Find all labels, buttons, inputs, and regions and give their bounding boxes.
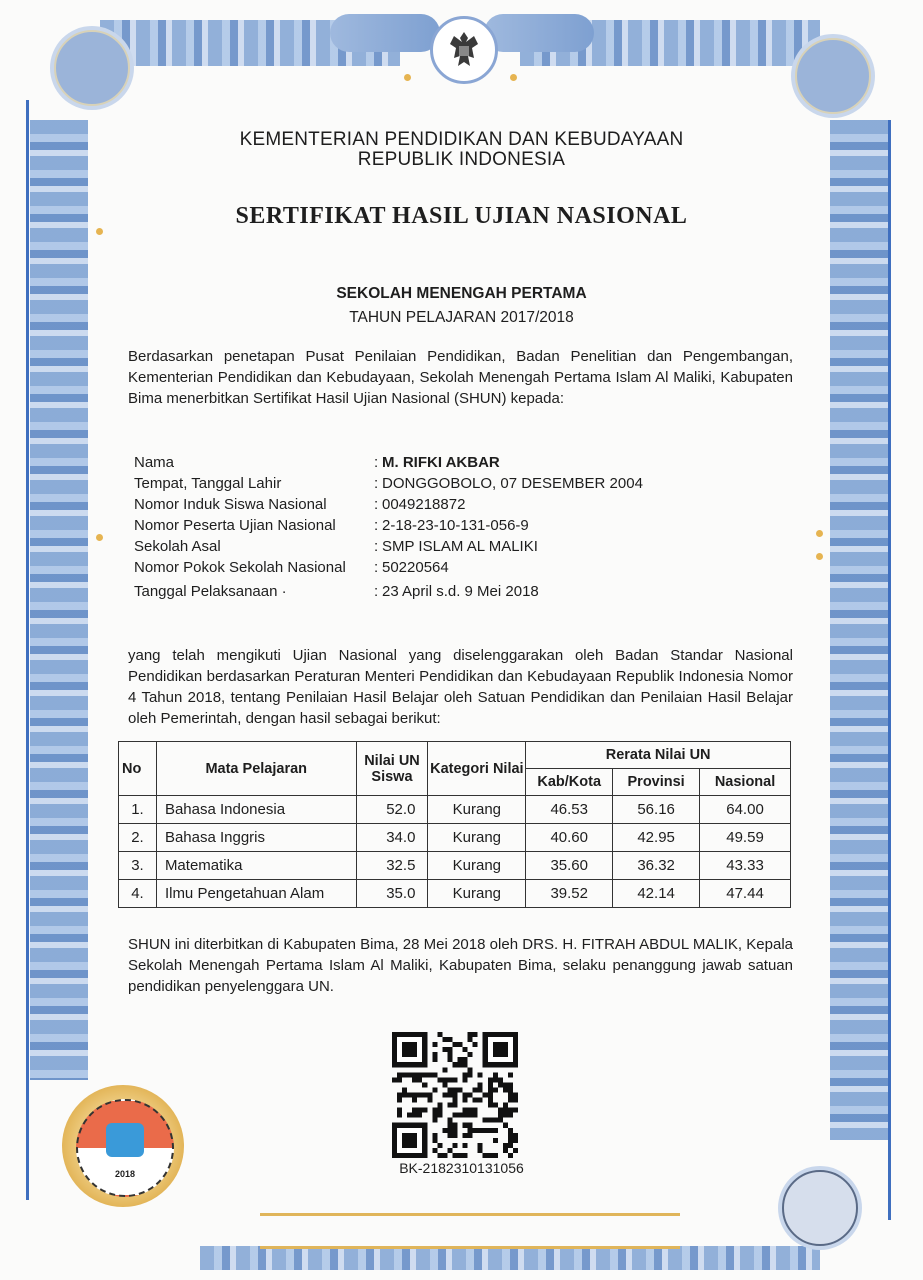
cell-category: Kurang — [428, 796, 526, 824]
identity-label: Nama — [134, 454, 175, 471]
identity-label: Tempat, Tanggal Lahir — [134, 475, 282, 492]
identity-label: Tanggal Pelaksanaan · — [134, 583, 287, 600]
intro-paragraph: Berdasarkan penetapan Pusat Penilaian Pendidikan, Badan Penelitian dan Pengembangan, Kementerian Pendidikan dan Kebudayaan, Sekolah Menengah Pertama Islam Al Maliki, Kabupaten Bima menerbitkan Sertifikat Hasil Ujian Nasional (SHUN) kepada: — [128, 348, 793, 407]
identity-label: Nomor Pokok Sekolah Nasional — [134, 559, 346, 576]
table-row — [119, 852, 791, 880]
student-identity — [134, 452, 643, 602]
table-row — [119, 796, 791, 824]
header-average: Rerata Nilai UN — [526, 742, 791, 769]
cell-no: 2. — [119, 824, 157, 852]
cell-kab: 35.60 — [526, 852, 613, 880]
header-no: No — [119, 742, 157, 796]
gold-dot — [404, 74, 411, 81]
cell-prov: 42.95 — [613, 824, 700, 852]
garuda-emblem-icon — [430, 16, 498, 84]
cell-no: 1. — [119, 796, 157, 824]
cell-subject: Bahasa Inggris — [156, 824, 356, 852]
ministry-line-1: KEMENTERIAN PENDIDIKAN DAN KEBUDAYAAN — [239, 129, 684, 150]
cell-nas: 43.33 — [700, 852, 791, 880]
identity-row: Tanggal Pelaksanaan · : 23 April s.d. 9 Mei 2018 — [134, 583, 539, 600]
identity-label: Nomor Induk Siswa Nasional — [134, 496, 327, 513]
qr-code-text: BK-2182310131056 — [399, 1160, 524, 1176]
cell-score: 32.5 — [356, 852, 428, 880]
cell-kab: 40.60 — [526, 824, 613, 852]
table-row — [119, 880, 791, 908]
corner-ornament-top-right — [795, 38, 871, 114]
gold-dot — [816, 553, 823, 560]
bottom-border — [200, 1246, 820, 1270]
cell-nas: 49.59 — [700, 824, 791, 852]
header-subject: Mata Pelajaran — [156, 742, 356, 796]
identity-row: Nomor Peserta Ujian Nasional : 2-18-23-10-131-056-9 — [134, 517, 529, 534]
cell-prov: 42.14 — [613, 880, 700, 908]
gold-dot — [510, 74, 517, 81]
cell-kab: 46.53 — [526, 796, 613, 824]
emblem-wing-right — [484, 14, 594, 52]
left-border — [30, 120, 88, 1080]
gold-dot — [816, 530, 823, 537]
ministry-heading — [0, 130, 923, 170]
identity-label: Sekolah Asal — [134, 538, 221, 555]
header-category: Kategori Nilai — [428, 742, 526, 796]
cell-nas: 47.44 — [700, 880, 791, 908]
identity-label: Nomor Peserta Ujian Nasional — [134, 517, 336, 534]
cell-score: 52.0 — [356, 796, 428, 824]
header-nas: Nasional — [700, 769, 791, 796]
cell-no: 4. — [119, 880, 157, 908]
cell-category: Kurang — [428, 880, 526, 908]
table-row — [119, 824, 791, 852]
identity-value: 0049218872 — [382, 496, 466, 513]
identity-value: M. RIFKI AKBAR — [382, 454, 500, 471]
table-header-row — [119, 742, 791, 769]
identity-value: 2-18-23-10-131-056-9 — [382, 517, 529, 534]
right-border — [830, 120, 888, 1140]
cell-category: Kurang — [428, 852, 526, 880]
identity-row: Nomor Pokok Sekolah Nasional : 50220564 — [134, 559, 449, 576]
identity-value: DONGGOBOLO, 07 DESEMBER 2004 — [382, 475, 643, 492]
identity-row: Sekolah Asal : SMP ISLAM AL MALIKI — [134, 538, 538, 555]
cell-score: 35.0 — [356, 880, 428, 908]
cell-subject: Bahasa Indonesia — [156, 796, 356, 824]
corner-ornament-bottom-right — [782, 1170, 858, 1246]
identity-value: SMP ISLAM AL MALIKI — [382, 538, 538, 555]
scores-table — [118, 741, 791, 908]
school-heading — [0, 282, 923, 330]
school-level: SEKOLAH MENENGAH PERTAMA — [336, 285, 587, 302]
gold-dot — [96, 534, 103, 541]
qr-code-icon — [392, 1032, 518, 1158]
header-kab: Kab/Kota — [526, 769, 613, 796]
cell-no: 3. — [119, 852, 157, 880]
seal-year: 2018 — [114, 1169, 136, 1179]
identity-row: Nomor Induk Siswa Nasional : 0049218872 — [134, 496, 466, 513]
identity-value: 23 April s.d. 9 Mei 2018 — [382, 583, 539, 600]
kemdikbud-seal-icon — [62, 1085, 184, 1207]
cell-prov: 56.16 — [613, 796, 700, 824]
cell-category: Kurang — [428, 824, 526, 852]
cell-score: 34.0 — [356, 824, 428, 852]
left-border-line — [26, 100, 29, 1200]
statement-paragraph: yang telah mengikuti Ujian Nasional yang diselenggarakan oleh Badan Standar Nasional Pendidikan berdasarkan Peraturan Menteri Pendidikan dan Kebudayaan Republik Indonesia Nomor 4 Tahun 2018, tentang Penilaian Hasil Belajar oleh Satuan Pendidikan dan Penilaian Hasil Belajar oleh Pemerintah, dengan hasil sebagai berikut: — [128, 647, 793, 727]
cell-kab: 39.52 — [526, 880, 613, 908]
header-score: Nilai UN Siswa — [356, 742, 428, 796]
cell-nas: 64.00 — [700, 796, 791, 824]
certificate-title: SERTIFIKAT HASIL UJIAN NASIONAL — [235, 203, 688, 229]
corner-ornament-top-left — [54, 30, 130, 106]
academic-year: TAHUN PELAJARAN 2017/2018 — [349, 309, 574, 326]
bottom-banner — [260, 1213, 680, 1249]
emblem-wing-left — [330, 14, 440, 52]
identity-value: 50220564 — [382, 559, 449, 576]
seal-inner — [76, 1099, 174, 1197]
identity-row: Nama : M. RIFKI AKBAR — [134, 454, 500, 471]
tut-wuri-handayani-logo-icon — [106, 1123, 144, 1157]
identity-row: Tempat, Tanggal Lahir : DONGGOBOLO, 07 DESEMBER 2004 — [134, 475, 643, 492]
cell-prov: 36.32 — [613, 852, 700, 880]
header-prov: Provinsi — [613, 769, 700, 796]
closing-paragraph: SHUN ini diterbitkan di Kabupaten Bima, 28 Mei 2018 oleh DRS. H. FITRAH ABDUL MALIK, Kepala Sekolah Menengah Pertama Islam Al Maliki, Kabupaten Bima, selaku penanggung jawab satuan pendidikan penyelenggara UN. — [128, 936, 793, 995]
ministry-line-2: REPUBLIK INDONESIA — [357, 149, 566, 170]
cell-subject: Ilmu Pengetahuan Alam — [156, 880, 356, 908]
cell-subject: Matematika — [156, 852, 356, 880]
